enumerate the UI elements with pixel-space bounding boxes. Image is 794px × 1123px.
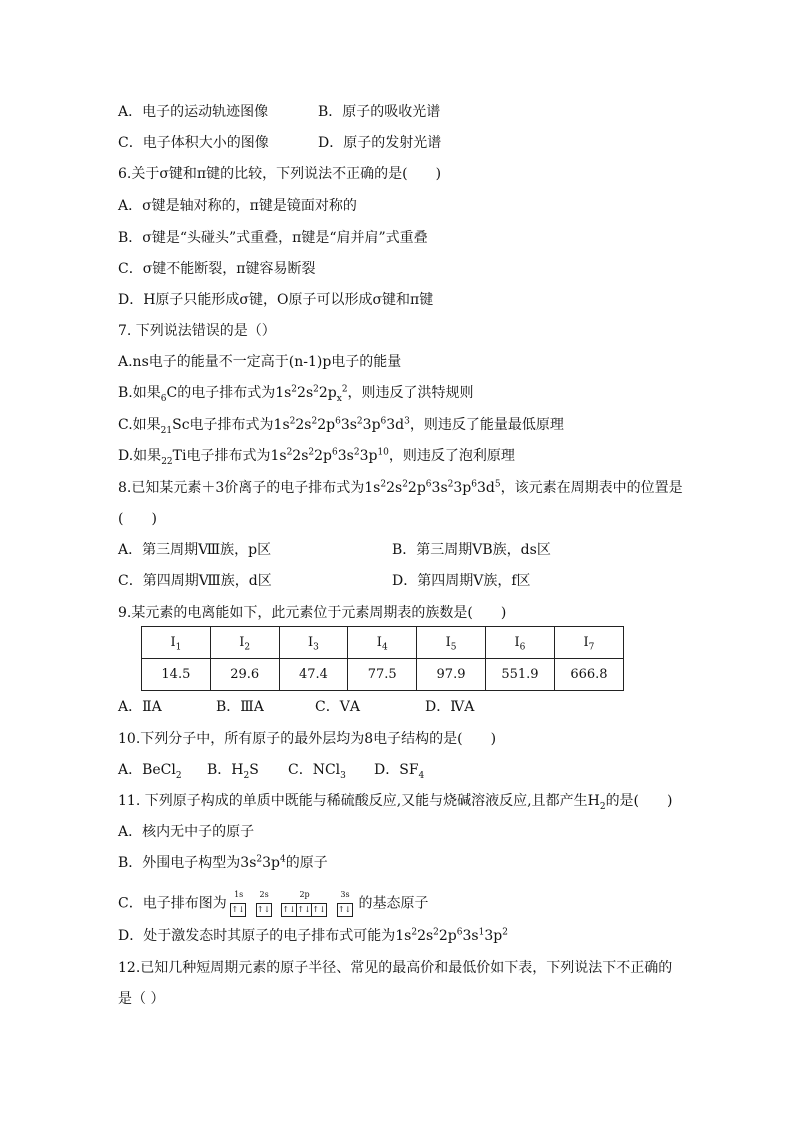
- q6-stem: 6.关于σ键和π键的比较，下列说法不正确的是( ): [118, 166, 442, 182]
- q7-option-d: D.如果$_{22}$Ti电子排布式为$1s^22s^22p^63s^23p^{10}$，则违反了泡利原理: [118, 447, 515, 467]
- q9-option-b: B．ⅢA: [216, 699, 264, 715]
- table-row: [142, 659, 624, 691]
- q12-stem-line2: 是（ ）: [118, 991, 165, 1007]
- q9-option-a: A．ⅡA: [118, 699, 162, 715]
- q10-stem: 10.下列分子中，所有原子的最外层均为8电子结构的是( ): [118, 731, 497, 747]
- table-header-cell: $I_6$: [485, 627, 554, 659]
- table-cell: 551.9: [485, 659, 554, 691]
- q6-option-c: C．σ键不能断裂，π键容易断裂: [118, 261, 316, 277]
- ionization-energy-table: [141, 626, 624, 691]
- q8-option-b: B．第三周期ⅤB族，ds区: [392, 542, 551, 558]
- q9-option-c: C．ⅤA: [315, 699, 360, 715]
- q7-option-b: B.如果$_6$C的电子排布式为$1s^22s^22p_x^2$，则违反了洪特规则: [118, 384, 474, 404]
- q5-option-d: D．原子的发射光谱: [318, 135, 442, 151]
- table-cell: 14.5: [142, 659, 211, 691]
- orbital-2s: 2s ↑↓: [257, 890, 272, 917]
- table-header-cell: $I_5$: [417, 627, 486, 659]
- q7-stem: 7. 下列说法错误的是（）: [118, 323, 276, 339]
- table-header-cell: $I_2$: [210, 627, 279, 659]
- q5-option-b: B．原子的吸收光谱: [318, 104, 441, 120]
- q6-option-d: D．H原子只能形成σ键，O原子可以形成σ键和π键: [118, 292, 434, 308]
- q8-option-a: A．第三周期Ⅷ族，p区: [118, 542, 272, 558]
- q9-option-d: D．ⅣA: [425, 699, 475, 715]
- q7-option-a: A.ns电子的能量不一定高于(n-1)p电子的能量: [118, 354, 402, 370]
- q10-option-a: A．BeCl$_2$: [118, 762, 182, 781]
- table-cell: 666.8: [554, 659, 623, 691]
- q5-option-a: A．电子的运动轨迹图像: [118, 104, 269, 120]
- orbital-2p: 2p ↑↓ ↑↓ ↑↓: [282, 890, 327, 917]
- orbital-3s: 3s ↑↓: [338, 890, 353, 917]
- table-cell: 47.4: [279, 659, 348, 691]
- table-cell: 97.9: [417, 659, 486, 691]
- q11-option-b: B．外围电子构型为$3s^23p^4$的原子: [118, 854, 328, 871]
- q8-stem-line2: ( ): [118, 511, 157, 527]
- q8-option-d: D．第四周期Ⅴ族，f区: [392, 573, 531, 589]
- q6-option-a: A．σ键是轴对称的，π键是镜面对称的: [118, 198, 357, 214]
- q6-option-b: B．σ键是“头碰头”式重叠，π键是“肩并肩”式重叠: [118, 230, 428, 246]
- q8-stem: 8.已知某元素＋3价离子的电子排布式为$1s^22s^22p^63s^23p^63d^5$，该元素在周期表中的位置是: [118, 479, 683, 496]
- table-cell: 29.6: [210, 659, 279, 691]
- q11-option-a: A．核内无中子的原子: [118, 824, 255, 840]
- q10-option-d: D．$SF_4$: [374, 762, 425, 781]
- table-header-cell: $I_4$: [348, 627, 417, 659]
- table-header-row: [142, 627, 624, 659]
- table-header-cell: $I_7$: [554, 627, 623, 659]
- q11-option-c: C．电子排布图为 1s ↑↓ 2s ↑↓ 2p ↑↓ ↑↓ ↑↓ 3s ↑↓ 的基态原子: [118, 890, 429, 917]
- q12-stem: 12.已知几种短周期元素的原子半径、常见的最高价和最低价如下表，下列说法下不正确的: [118, 960, 673, 976]
- q8-option-c: C．第四周期Ⅷ族，d区: [118, 573, 272, 589]
- table-header-cell: $I_3$: [279, 627, 348, 659]
- q10-option-c: C．NCl$_3$: [288, 762, 346, 781]
- q9-stem: 9.某元素的电离能如下，此元素位于元素周期表的族数是( ): [118, 605, 507, 621]
- table-header-cell: $I_1$: [142, 627, 211, 659]
- q7-option-c: C.如果$_{21}$Sc电子排布式为$1s^22s^22p^63s^23p^63d^3$，则违反了能量最低原理: [118, 416, 564, 436]
- q10-option-b: B．$H_2S$: [207, 762, 259, 781]
- q11-option-d: D．处于激发态时其原子的电子排布式可能为$1s^22s^22p^63s^13p^2$: [118, 927, 508, 944]
- q5-option-c: C．电子体积大小的图像: [118, 135, 269, 151]
- q11-stem: 11. 下列原子构成的单质中既能与稀硫酸反应,又能与烧碱溶液反应,且都产生$H_2$的是( ): [118, 793, 673, 812]
- orbital-1s: 1s ↑↓: [231, 890, 246, 917]
- table-cell: 77.5: [348, 659, 417, 691]
